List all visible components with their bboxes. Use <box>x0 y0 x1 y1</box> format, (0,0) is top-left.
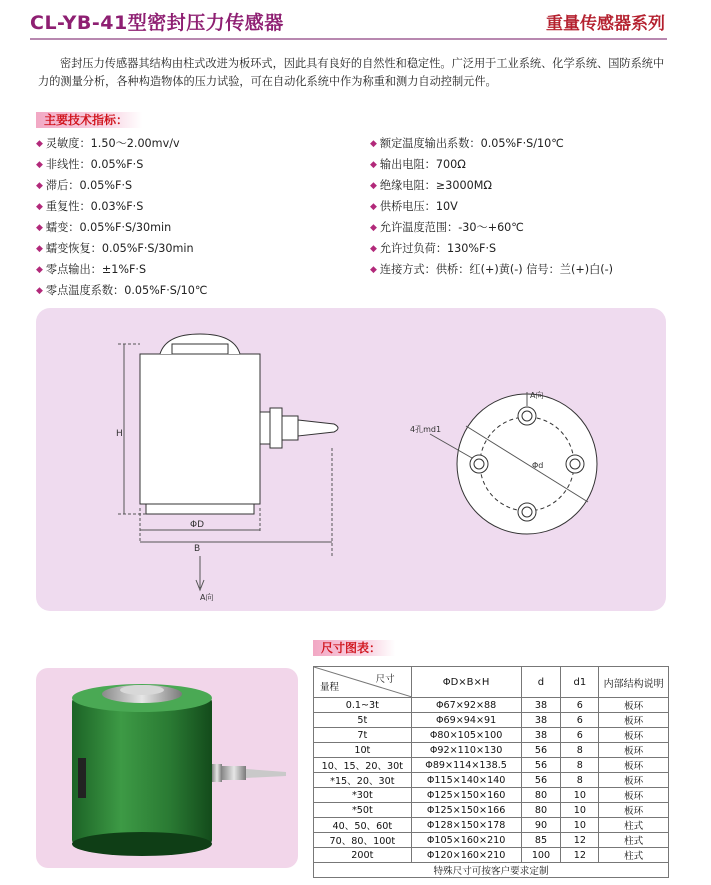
table-cell: 85 <box>521 833 561 848</box>
table-cell: Φ128×150×178 <box>411 818 521 833</box>
table-cell: Φ92×110×130 <box>411 743 521 758</box>
intro-paragraph: 密封压力传感器其结构由柱式改进为板环式，因此具有良好的自然性和稳定性。广泛用于工业系统、化学系统、国防系统中力的测量分析，各种构造物体的压力试验，可在自动化系统中作为称重和测力自动控制元件。 <box>38 57 665 88</box>
table-row <box>314 788 669 803</box>
dim-h-label: H <box>116 429 123 439</box>
bolt-circle-label: Φd <box>532 461 544 470</box>
table-cell: 8 <box>561 743 599 758</box>
technical-drawing <box>36 308 666 611</box>
table-cell: Φ89×114×138.5 <box>411 758 521 773</box>
table-cell: *30t <box>314 788 412 803</box>
holes-label: 4孔md1 <box>410 425 442 434</box>
table-row <box>314 758 669 773</box>
table-cell: 板环 <box>599 773 669 788</box>
table-cell: 6 <box>561 698 599 713</box>
dimension-table <box>313 666 669 878</box>
product-photo-panel <box>36 668 298 868</box>
spec-item: ◆ 零点输出：±1%F·S <box>36 260 207 281</box>
spec-item: ◆ 非线性：0.05%F·S <box>36 155 207 176</box>
table-cell: 8 <box>561 758 599 773</box>
table-cell: 12 <box>561 833 599 848</box>
spec-item: ◆ 供桥电压：10V <box>370 197 613 218</box>
table-cell: 板环 <box>599 743 669 758</box>
table-cell: 0.1~3t <box>314 698 412 713</box>
spec-item: ◆ 绝缘电阻：≥3000MΩ <box>370 176 613 197</box>
table-cell: 80 <box>521 803 561 818</box>
table-cell: 56 <box>521 758 561 773</box>
spec-item: ◆ 重复性：0.03%F·S <box>36 197 207 218</box>
table-cell: 板环 <box>599 788 669 803</box>
technical-drawing-panel <box>36 308 666 611</box>
table-cell: 10 <box>561 818 599 833</box>
table-section-label: 尺寸图表： <box>313 640 395 656</box>
spec-item: ◆ 灵敏度：1.50～2.00mv/v <box>36 134 207 155</box>
series-title: 重量传感器系列 <box>546 14 665 34</box>
spec-item: ◆ 额定温度输出系数：0.05%F·S/10℃ <box>370 134 613 155</box>
table-cell: 板环 <box>599 803 669 818</box>
table-cell: 柱式 <box>599 848 669 863</box>
table-cell: 10、15、20、30t <box>314 758 412 773</box>
table-cell: 100 <box>521 848 561 863</box>
header-rule <box>30 38 667 40</box>
table-cell: 柱式 <box>599 818 669 833</box>
table-col-d1: d1 <box>561 667 599 698</box>
table-row <box>314 848 669 863</box>
spec-list-right <box>370 134 613 281</box>
spec-item: ◆ 蠕变恢复：0.05%F·S/30min <box>36 239 207 260</box>
table-cell: 10 <box>561 788 599 803</box>
table-row <box>314 698 669 713</box>
table-cell: Φ125×150×166 <box>411 803 521 818</box>
table-cell: 6 <box>561 728 599 743</box>
dim-b-label: B <box>194 544 201 554</box>
cable-connector <box>212 764 222 782</box>
table-col-d: d <box>521 667 561 698</box>
table-cell: 柱式 <box>599 833 669 848</box>
table-header-row <box>314 667 669 698</box>
table-cell: *15、20、30t <box>314 773 412 788</box>
table-cell: 10t <box>314 743 412 758</box>
table-cell: 38 <box>521 713 561 728</box>
table-cell: 56 <box>521 743 561 758</box>
dim-phi-d-label: ΦD <box>190 520 205 530</box>
table-cell: 板环 <box>599 698 669 713</box>
table-cell: Φ105×160×210 <box>411 833 521 848</box>
table-note: 特殊尺寸可按客户要求定制 <box>314 863 669 878</box>
table-row <box>314 773 669 788</box>
table-cell: 6 <box>561 713 599 728</box>
spec-item: ◆ 输出电阻：700Ω <box>370 155 613 176</box>
table-cell: 板环 <box>599 728 669 743</box>
spec-item: ◆ 允许温度范围：-30～+60℃ <box>370 218 613 239</box>
table-cell: 38 <box>521 698 561 713</box>
table-cell: 板环 <box>599 713 669 728</box>
spec-item: ◆ 蠕变：0.05%F·S/30min <box>36 218 207 239</box>
table-cell: 12 <box>561 848 599 863</box>
table-head-range: 量程 <box>320 682 340 693</box>
table-row <box>314 833 669 848</box>
table-cell: 7t <box>314 728 412 743</box>
top-view-direction-label: A向 <box>530 391 544 400</box>
connector-outline <box>260 412 270 444</box>
table-cell: Φ67×92×88 <box>411 698 521 713</box>
table-cell: Φ120×160×210 <box>411 848 521 863</box>
table-cell: 200t <box>314 848 412 863</box>
table-cell: 70、80、100t <box>314 833 412 848</box>
table-row <box>314 818 669 833</box>
table-row <box>314 713 669 728</box>
table-cell: 80 <box>521 788 561 803</box>
spec-item: ◆ 滞后：0.05%F·S <box>36 176 207 197</box>
cable <box>246 769 286 778</box>
table-cell: 40、50、60t <box>314 818 412 833</box>
table-head-size: 尺寸 <box>375 674 395 685</box>
table-cell: 5t <box>314 713 412 728</box>
table-row <box>314 743 669 758</box>
spec-list-left <box>36 134 207 302</box>
table-cell: Φ115×140×140 <box>411 773 521 788</box>
spec-item: ◆ 允许过负荷：130%F·S <box>370 239 613 260</box>
sensor-body <box>72 698 212 844</box>
table-cell: Φ80×105×100 <box>411 728 521 743</box>
sensor-body-outline <box>140 354 260 504</box>
spec-item: ◆ 零点温度系数：0.05%F·S/10℃ <box>36 281 207 302</box>
table-col-dimensions: ΦD×B×H <box>411 667 521 698</box>
table-cell: Φ69×94×91 <box>411 713 521 728</box>
table-col-structure: 内部结构说明 <box>599 667 669 698</box>
table-cell: 38 <box>521 728 561 743</box>
table-cell: Φ125×150×160 <box>411 788 521 803</box>
page-title: CL-YB-41型密封压力传感器 <box>30 12 284 34</box>
table-corner-cell <box>314 667 412 698</box>
specs-section-label: 主要技术指标： <box>36 112 142 128</box>
table-row <box>314 803 669 818</box>
table-row <box>314 728 669 743</box>
spec-item: ◆ 连接方式：供桥：红(+)黄(-) 信号：兰(+)白(-) <box>370 260 613 281</box>
table-note-row <box>314 863 669 878</box>
table-cell: 8 <box>561 773 599 788</box>
product-photo <box>36 668 298 868</box>
table-cell: 90 <box>521 818 561 833</box>
table-cell: 10 <box>561 803 599 818</box>
table-cell: *50t <box>314 803 412 818</box>
table-cell: 56 <box>521 773 561 788</box>
table-cell: 板环 <box>599 758 669 773</box>
side-view-direction-label: A向 <box>200 593 214 602</box>
